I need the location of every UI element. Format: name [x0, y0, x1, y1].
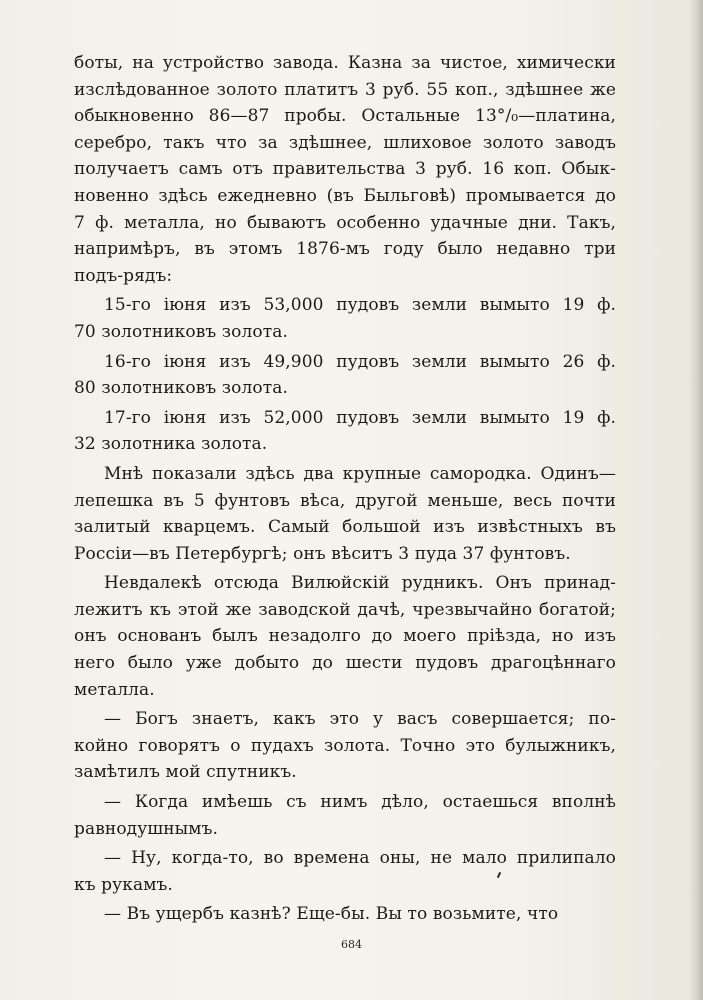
- text-line: — Когда имѣешь съ нимъ дѣло, остаешься вполнѣ: [104, 792, 616, 813]
- text-line: лежитъ къ этой же заводской дачѣ, чрезвычайно богатой;: [74, 599, 616, 620]
- text-line: онъ основанъ былъ незадолго до моего пріѣзда, но изъ: [74, 626, 616, 647]
- page-number: 684: [341, 938, 362, 951]
- paragraph: [74, 349, 616, 402]
- text-line: 7 ф. металла, но бываютъ особенно удачные дни. Такъ,: [74, 212, 616, 233]
- text-line: 15-го іюня изъ 53,000 пудовъ земли вымыто 19 ф.: [104, 295, 616, 316]
- text-line: залитый кварцемъ. Самый большой изъ извѣстныхъ въ: [74, 517, 616, 538]
- text-line: новенно здѣсь ежедневно (въ Быльговѣ) промывается до: [74, 185, 616, 206]
- paragraph: [74, 570, 616, 703]
- text-line: лепешка въ 5 фунтовъ вѣса, другой меньше, весь почти: [74, 490, 616, 511]
- paragraph: [74, 405, 616, 458]
- paragraph: [74, 845, 616, 898]
- body-text: [74, 50, 616, 928]
- text-line: боты, на устройство завода. Казна за чистое, химически: [74, 53, 616, 73]
- text-line: — Богъ знаетъ, какъ это у васъ совершается; по-: [104, 709, 616, 730]
- paragraph: [74, 50, 616, 289]
- text-line: равнодушнымъ.: [74, 818, 219, 839]
- text-line: Россіи—въ Петербургѣ; онъ вѣситъ 3 пуда 37 фунтовъ.: [74, 543, 571, 564]
- paragraph: [74, 789, 616, 842]
- text-line: 16-го іюня изъ 49,900 пудовъ земли вымыто 26 ф.: [104, 351, 616, 372]
- text-line: — Ну, когда-то, во времена оны, не мало прилипало: [104, 848, 616, 869]
- text-line: получаетъ самъ отъ правительства 3 руб. 16 коп. Обык-: [74, 159, 616, 180]
- text-line: 80 золотниковъ золота.: [74, 378, 288, 399]
- paragraph: [74, 461, 616, 567]
- text-line: — Въ ущербъ казнѣ? Еще-бы. Вы то возьмите, что: [104, 904, 559, 925]
- paragraph: [74, 706, 616, 786]
- text-line: къ рукамъ.: [74, 874, 173, 895]
- text-line: 70 золотниковъ золота.: [74, 321, 288, 342]
- text-line: 32 золотника золота.: [74, 434, 268, 455]
- paragraph: [74, 901, 616, 928]
- text-line: обыкновенно 86—87 пробы. Остальные 13°/₀—платина,: [74, 106, 616, 127]
- text-line: напримѣръ, въ этомъ 1876-мъ году было недавно три: [74, 239, 616, 260]
- text-line: серебро, такъ что за здѣшнее, шлиховое золото заводъ: [74, 132, 616, 153]
- text-line: койно говорятъ о пудахъ золота. Точно это булыжникъ,: [74, 735, 616, 756]
- text-line: Мнѣ показали здѣсь два крупные самородка. Одинъ—: [104, 463, 616, 484]
- text-line: изслѣдованное золото платитъ 3 руб. 55 коп., здѣшнее же: [74, 79, 616, 100]
- text-line: 17-го іюня изъ 52,000 пудовъ земли вымыто 19 ф.: [104, 407, 616, 428]
- text-line: подъ-рядъ:: [74, 265, 173, 286]
- page-edge-shadow: [689, 0, 703, 1000]
- text-line: металла.: [74, 679, 155, 700]
- text-line: замѣтилъ мой спутникъ.: [74, 762, 297, 783]
- text-line: Невдалекѣ отсюда Вилюйскій рудникъ. Онъ принад-: [104, 573, 616, 594]
- text-line: него было уже добыто до шести пудовъ драгоцѣннаго: [74, 653, 616, 674]
- paragraph: [74, 292, 616, 345]
